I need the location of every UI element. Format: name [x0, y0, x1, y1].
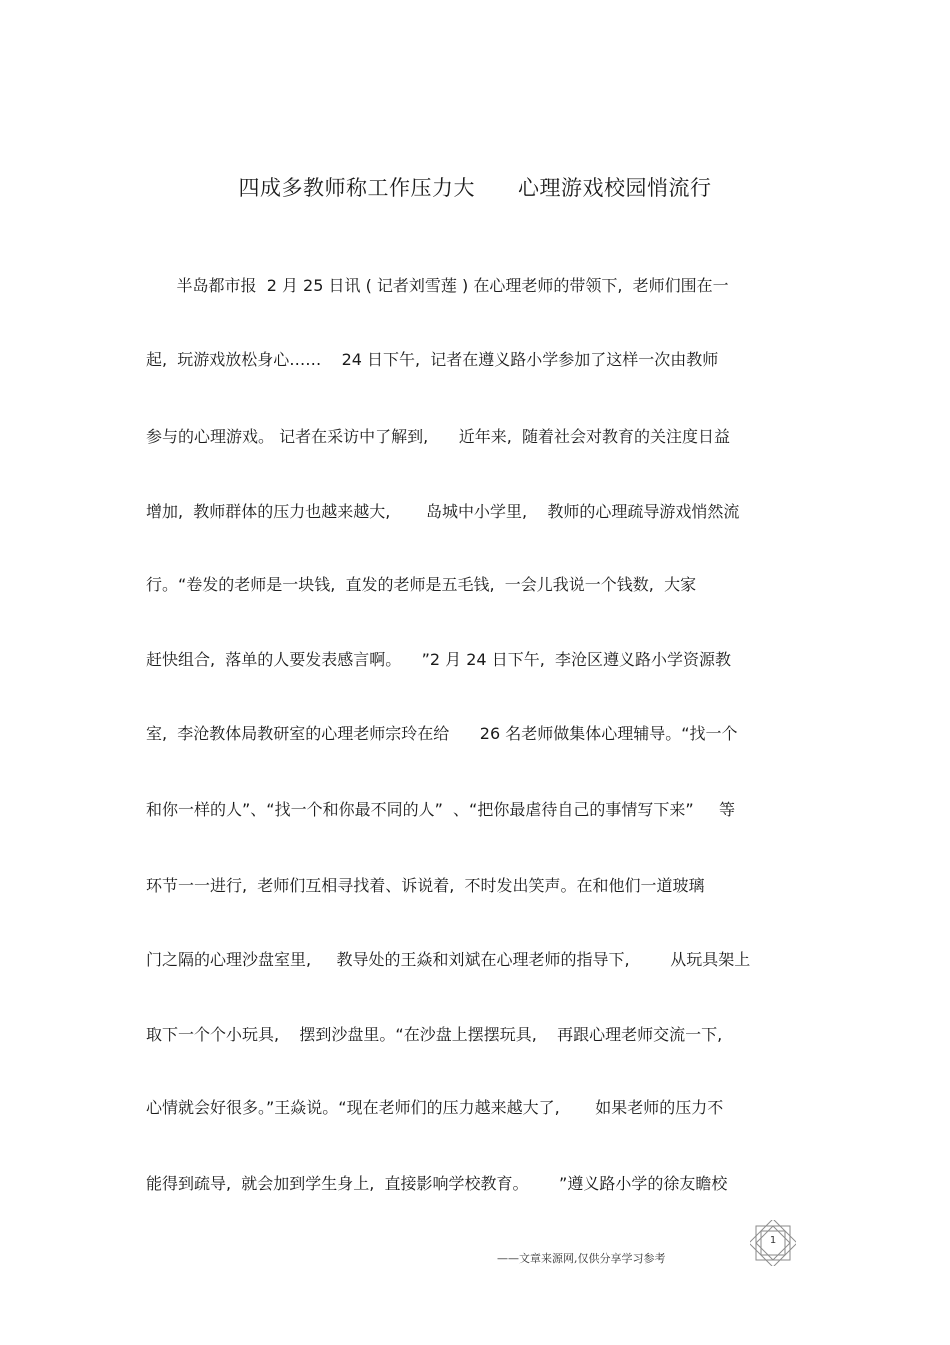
body-line-9: 环节一一进行, 老师们互相寻找着、诉说着, 不时发出笑声。在和他们一道玻璃 [146, 876, 705, 895]
source-note: ——文章来源网,仅供分享学习参考 [497, 1252, 666, 1265]
body-line-13: 能得到疏导, 就会加到学生身上, 直接影响学校教育。 ”遵义路小学的徐友瞻校 [146, 1174, 728, 1193]
document-title: 四成多教师称工作压力大 心理游戏校园悄流行 [238, 176, 712, 200]
body-line-3: 参与的心理游戏。 记者在采访中了解到, 近年来, 随着社会对教育的关注度日益 [146, 427, 730, 446]
body-line-5: 行。“卷发的老师是一块钱, 直发的老师是五毛钱, 一会儿我说一个钱数, 大家 [146, 575, 697, 594]
body-line-8: 和你一样的人”、“找一个和你最不同的人” 、“把你最虐待自己的事情写下来” 等 [146, 800, 736, 819]
body-line-10: 门之隔的心理沙盘室里, 教导处的王焱和刘斌在心理老师的指导下, 从玩具架上 [146, 950, 751, 969]
body-line-1: 半岛都市报 2 月 25 日讯 ( 记者刘雪莲 ) 在心理老师的带领下, 老师们围在一 [146, 276, 729, 295]
page-number: 1 [769, 1235, 777, 1246]
body-line-4: 增加, 教师群体的压力也越来越大, 岛城中小学里, 教师的心理疏导游戏悄然流 [146, 502, 740, 521]
body-line-11: 取下一个个小玩具, 摆到沙盘里。“在沙盘上摆摆玩具, 再跟心理老师交流一下, [146, 1025, 723, 1044]
body-line-6: 赶快组合, 落单的人要发表感言啊。 ”2 月 24 日下午, 李沧区遵义路小学资源教 [146, 650, 731, 669]
page-number-badge [750, 1220, 796, 1266]
body-line-7: 室, 李沧教体局教研室的心理老师宗玲在给 26 名老师做集体心理辅导。“找一个 [146, 724, 738, 743]
body-line-12: 心情就会好很多。”王焱说。“现在老师们的压力越来越大了, 如果老师的压力不 [146, 1098, 724, 1117]
body-line-2: 起, 玩游戏放松身心…… 24 日下午, 记者在遵义路小学参加了这样一次由教师 [146, 350, 719, 369]
